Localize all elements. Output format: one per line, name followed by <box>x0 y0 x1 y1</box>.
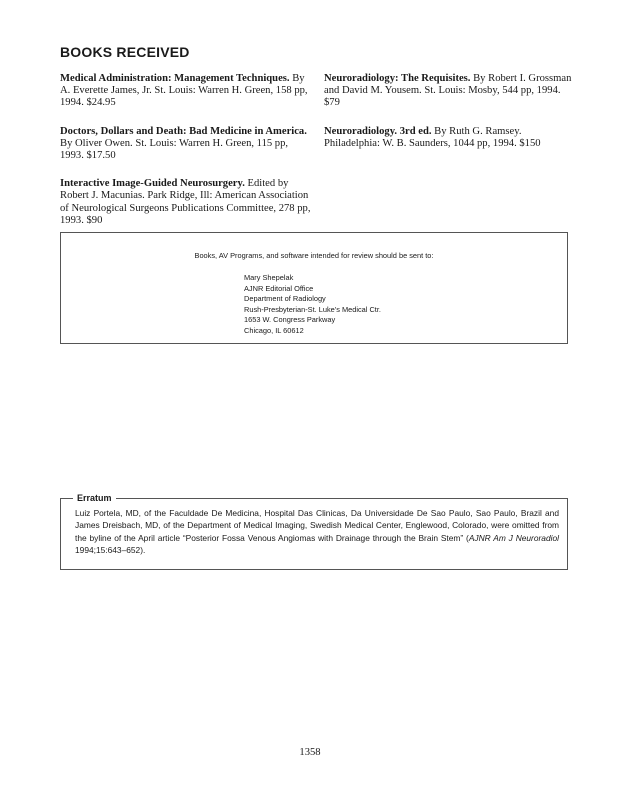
address-line: Mary Shepelak <box>244 273 294 282</box>
erratum-label: Erratum <box>73 492 116 504</box>
erratum-box <box>60 493 568 570</box>
address-line: 1653 W. Congress Parkway <box>244 315 336 325</box>
book-entry <box>60 178 312 227</box>
book-details: Edited by Robert J. Macunias. Park Ridge, Ill: American Association of Neurological Surgeons Publications Committee, 278 pp, 1993. $90 <box>60 178 311 226</box>
book-title: Interactive Image-Guided Neurosurgery. <box>60 178 245 190</box>
book-details: By Robert I. Grossman and David M. Yousem. St. Louis: Mosby, 544 pp, 1994. $79 <box>324 73 572 109</box>
mailing-address <box>244 273 381 337</box>
erratum-journal: AJNR Am J Neuroradiol <box>468 532 559 543</box>
book-title: Neuroradiology: The Requisites. <box>324 73 471 84</box>
address-line: Department of Radiology <box>244 294 326 304</box>
book-details: By A. Everette James, Jr. St. Louis: Warren H. Green, 158 pp, 1994. $24.95 <box>60 73 308 109</box>
books-column-right <box>324 73 576 166</box>
address-line: Chicago, IL 60612 <box>244 325 304 335</box>
erratum-text-before: Luiz Portela, MD, of the Faculdade De Medicina, Hospital Das Clinicas, Da Universidade De Sao Paulo, Sao Paulo, Brazil and James Dreisbach, MD, of the Department of Medical Imaging, Swedish Medical Center, Englewood, Colorado, were omitted from the byline of the April article “Posterior Fossa Venous Angiomas with Drainage through the Brain Stem” ( <box>75 508 559 543</box>
book-title: Doctors, Dollars and Death: Bad Medicine in America. <box>60 125 307 137</box>
book-details: By Ruth G. Ramsey. Philadelphia: W. B. Saunders, 1044 pp, 1994. $150 <box>324 125 541 149</box>
erratum-text-after: 1994;15:643–652). <box>75 545 146 556</box>
address-line: AJNR Editorial Office <box>244 283 314 293</box>
book-entry <box>60 126 312 163</box>
review-intro: Books, AV Programs, and software intended for review should be sent to: <box>194 251 434 260</box>
book-entry <box>60 73 312 110</box>
review-submission-box <box>60 232 568 344</box>
book-title: Medical Administration: Management Techniques. <box>60 73 290 84</box>
address-line: Rush-Presbyterian-St. Luke's Medical Ctr. <box>244 304 381 314</box>
erratum-text <box>75 507 559 557</box>
book-entry <box>324 73 576 110</box>
page-heading: BOOKS RECEIVED <box>60 44 190 60</box>
book-details: By Oliver Owen. St. Louis: Warren H. Green, 115 pp, 1993. $17.50 <box>60 137 289 162</box>
books-column-left <box>60 73 312 243</box>
book-entry <box>324 126 576 150</box>
page-number: 1358 <box>299 747 321 758</box>
book-title: Neuroradiology. 3rd ed. <box>324 125 432 137</box>
